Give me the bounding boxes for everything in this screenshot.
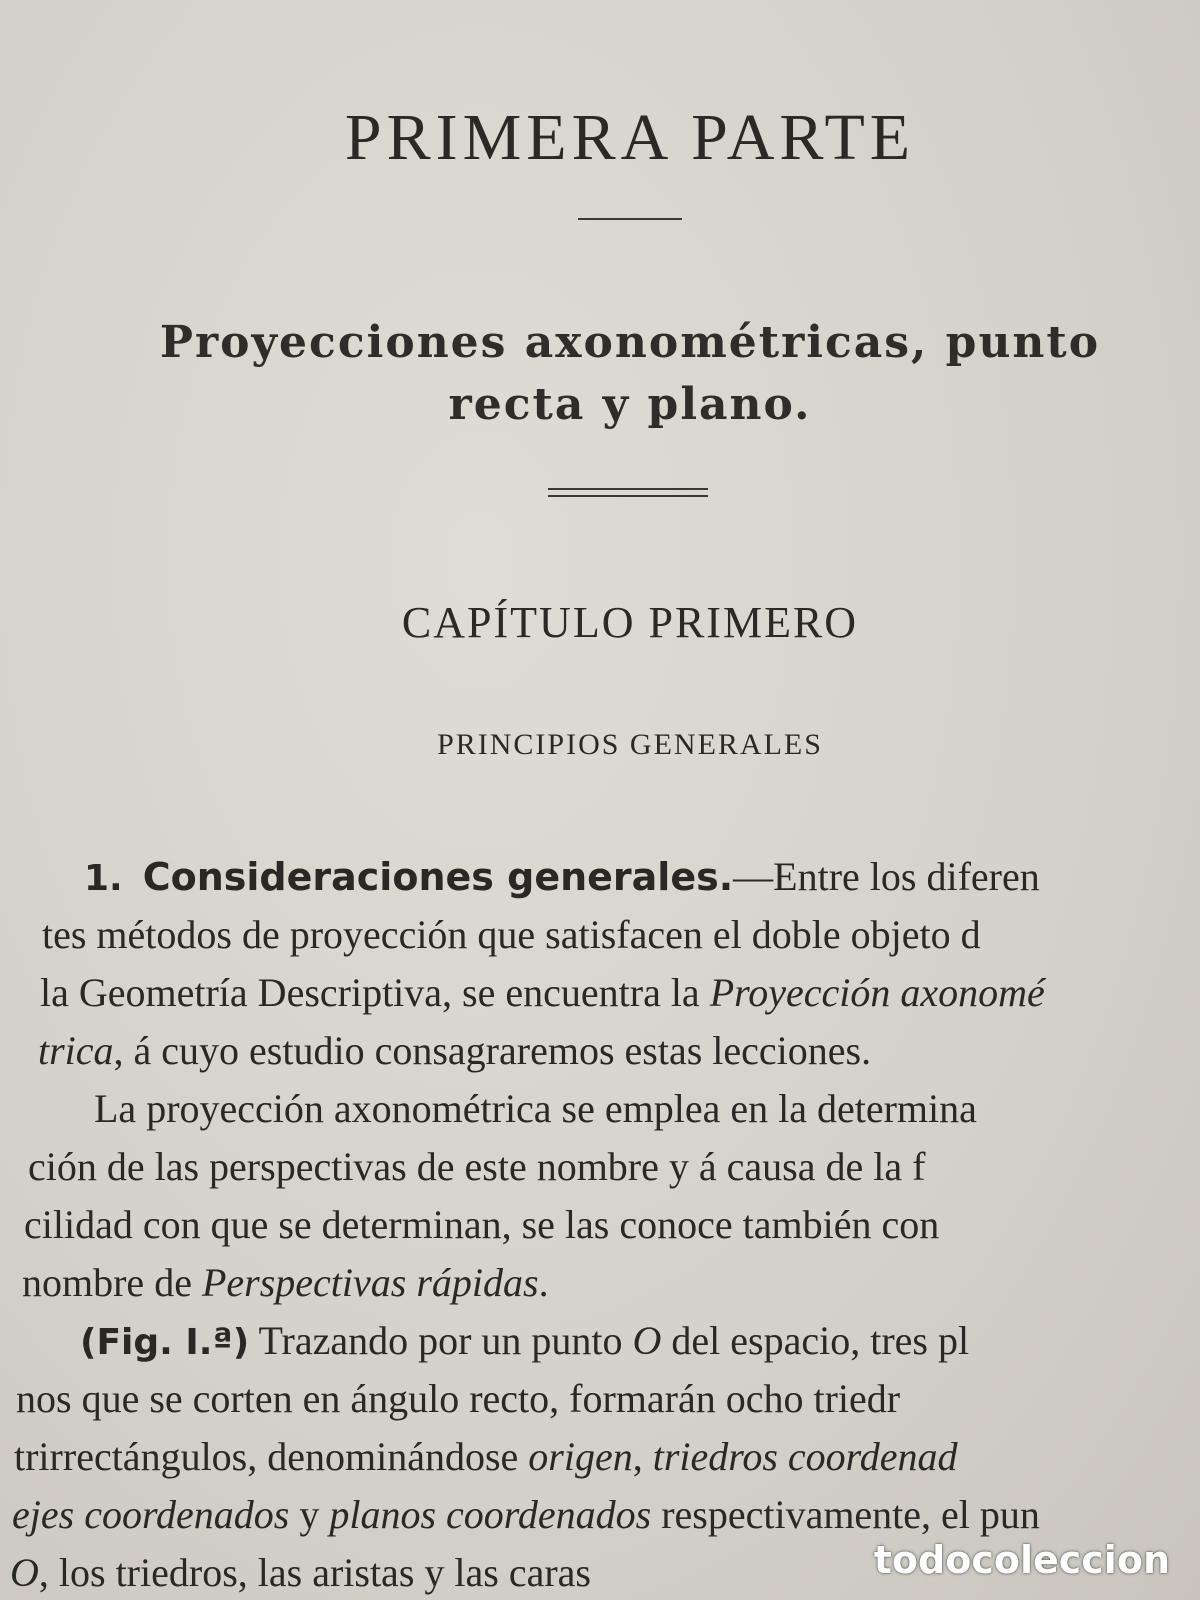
text-line	[0, 1254, 1200, 1312]
text-span: trirrectángulos, denominándose	[14, 1434, 529, 1479]
italic-term: O	[10, 1550, 39, 1595]
figure-label: Fig. I.ª	[96, 1322, 233, 1363]
text-span: la Geometría Descriptiva, se encuentra la	[40, 970, 710, 1015]
part-title: PRIMERA PARTE	[344, 101, 916, 174]
text-span: cilidad con que se determinan, se las conoce también con	[24, 1202, 940, 1247]
text-span: ción de las perspectivas de este nombre y á causa de la f	[28, 1144, 926, 1189]
text-line	[0, 964, 1200, 1022]
text-span: del espacio, tres pl	[661, 1318, 970, 1363]
text-span: .	[538, 1260, 549, 1305]
text-line	[0, 1080, 1200, 1138]
paragraph-heading: Consideraciones generales.	[142, 855, 734, 899]
paragraph-number: 1.	[84, 858, 123, 899]
part-subtitle	[0, 312, 1200, 436]
italic-term: ejes coordenados	[12, 1492, 290, 1537]
text-span: ,	[632, 1434, 653, 1479]
text-span: La proyección axonométrica se emplea en la determina	[94, 1086, 977, 1131]
section-title: PRINCIPIOS GENERALES	[437, 728, 823, 761]
chapter-title: CAPÍTULO PRIMERO	[401, 598, 859, 647]
text-span: nos que se corten en ángulo recto, formarán ocho triedr	[16, 1376, 901, 1421]
text-line	[0, 1022, 1200, 1080]
title-rule	[578, 218, 682, 220]
italic-term: trica	[38, 1028, 114, 1073]
text-line	[0, 1370, 1200, 1428]
figure-reference	[80, 1322, 249, 1363]
double-rule	[548, 488, 708, 497]
body-text	[0, 848, 1200, 1600]
text-span: , los triedros, las aristas y las caras	[38, 1550, 591, 1595]
paren-close: )	[232, 1322, 250, 1363]
text-span: Trazando por un punto	[249, 1318, 633, 1363]
text-span: y	[289, 1492, 330, 1537]
text-span: , á cuyo estudio consagraremos estas lecciones.	[113, 1028, 872, 1073]
text-line	[0, 1138, 1200, 1196]
italic-term: Perspectivas rápidas	[201, 1260, 539, 1305]
text-span: —Entre los diferen	[733, 854, 1040, 899]
italic-term: O	[632, 1318, 662, 1363]
text-line	[0, 1486, 1200, 1544]
subtitle-line-1: Proyecciones axonométricas, punto	[159, 317, 1101, 368]
text-line	[0, 1312, 1200, 1370]
text-line	[0, 848, 1200, 906]
italic-term: Proyección axonomé	[709, 970, 1045, 1015]
text-span: tes métodos de proyección que satisfacen el doble objeto d	[42, 912, 981, 957]
italic-term: origen	[528, 1434, 633, 1479]
italic-term: planos coordenados	[329, 1492, 652, 1537]
text-line	[0, 1428, 1200, 1486]
subtitle-line-2: recta y plano.	[448, 379, 812, 430]
text-span: respectivamente, el pun	[651, 1492, 1040, 1537]
watermark-logo: todocoleccion	[873, 1538, 1170, 1582]
text-span: nombre de	[22, 1260, 202, 1305]
text-line	[0, 1196, 1200, 1254]
italic-term: triedros coordenad	[652, 1434, 958, 1479]
text-line	[0, 906, 1200, 964]
paren-open: (	[80, 1322, 97, 1363]
